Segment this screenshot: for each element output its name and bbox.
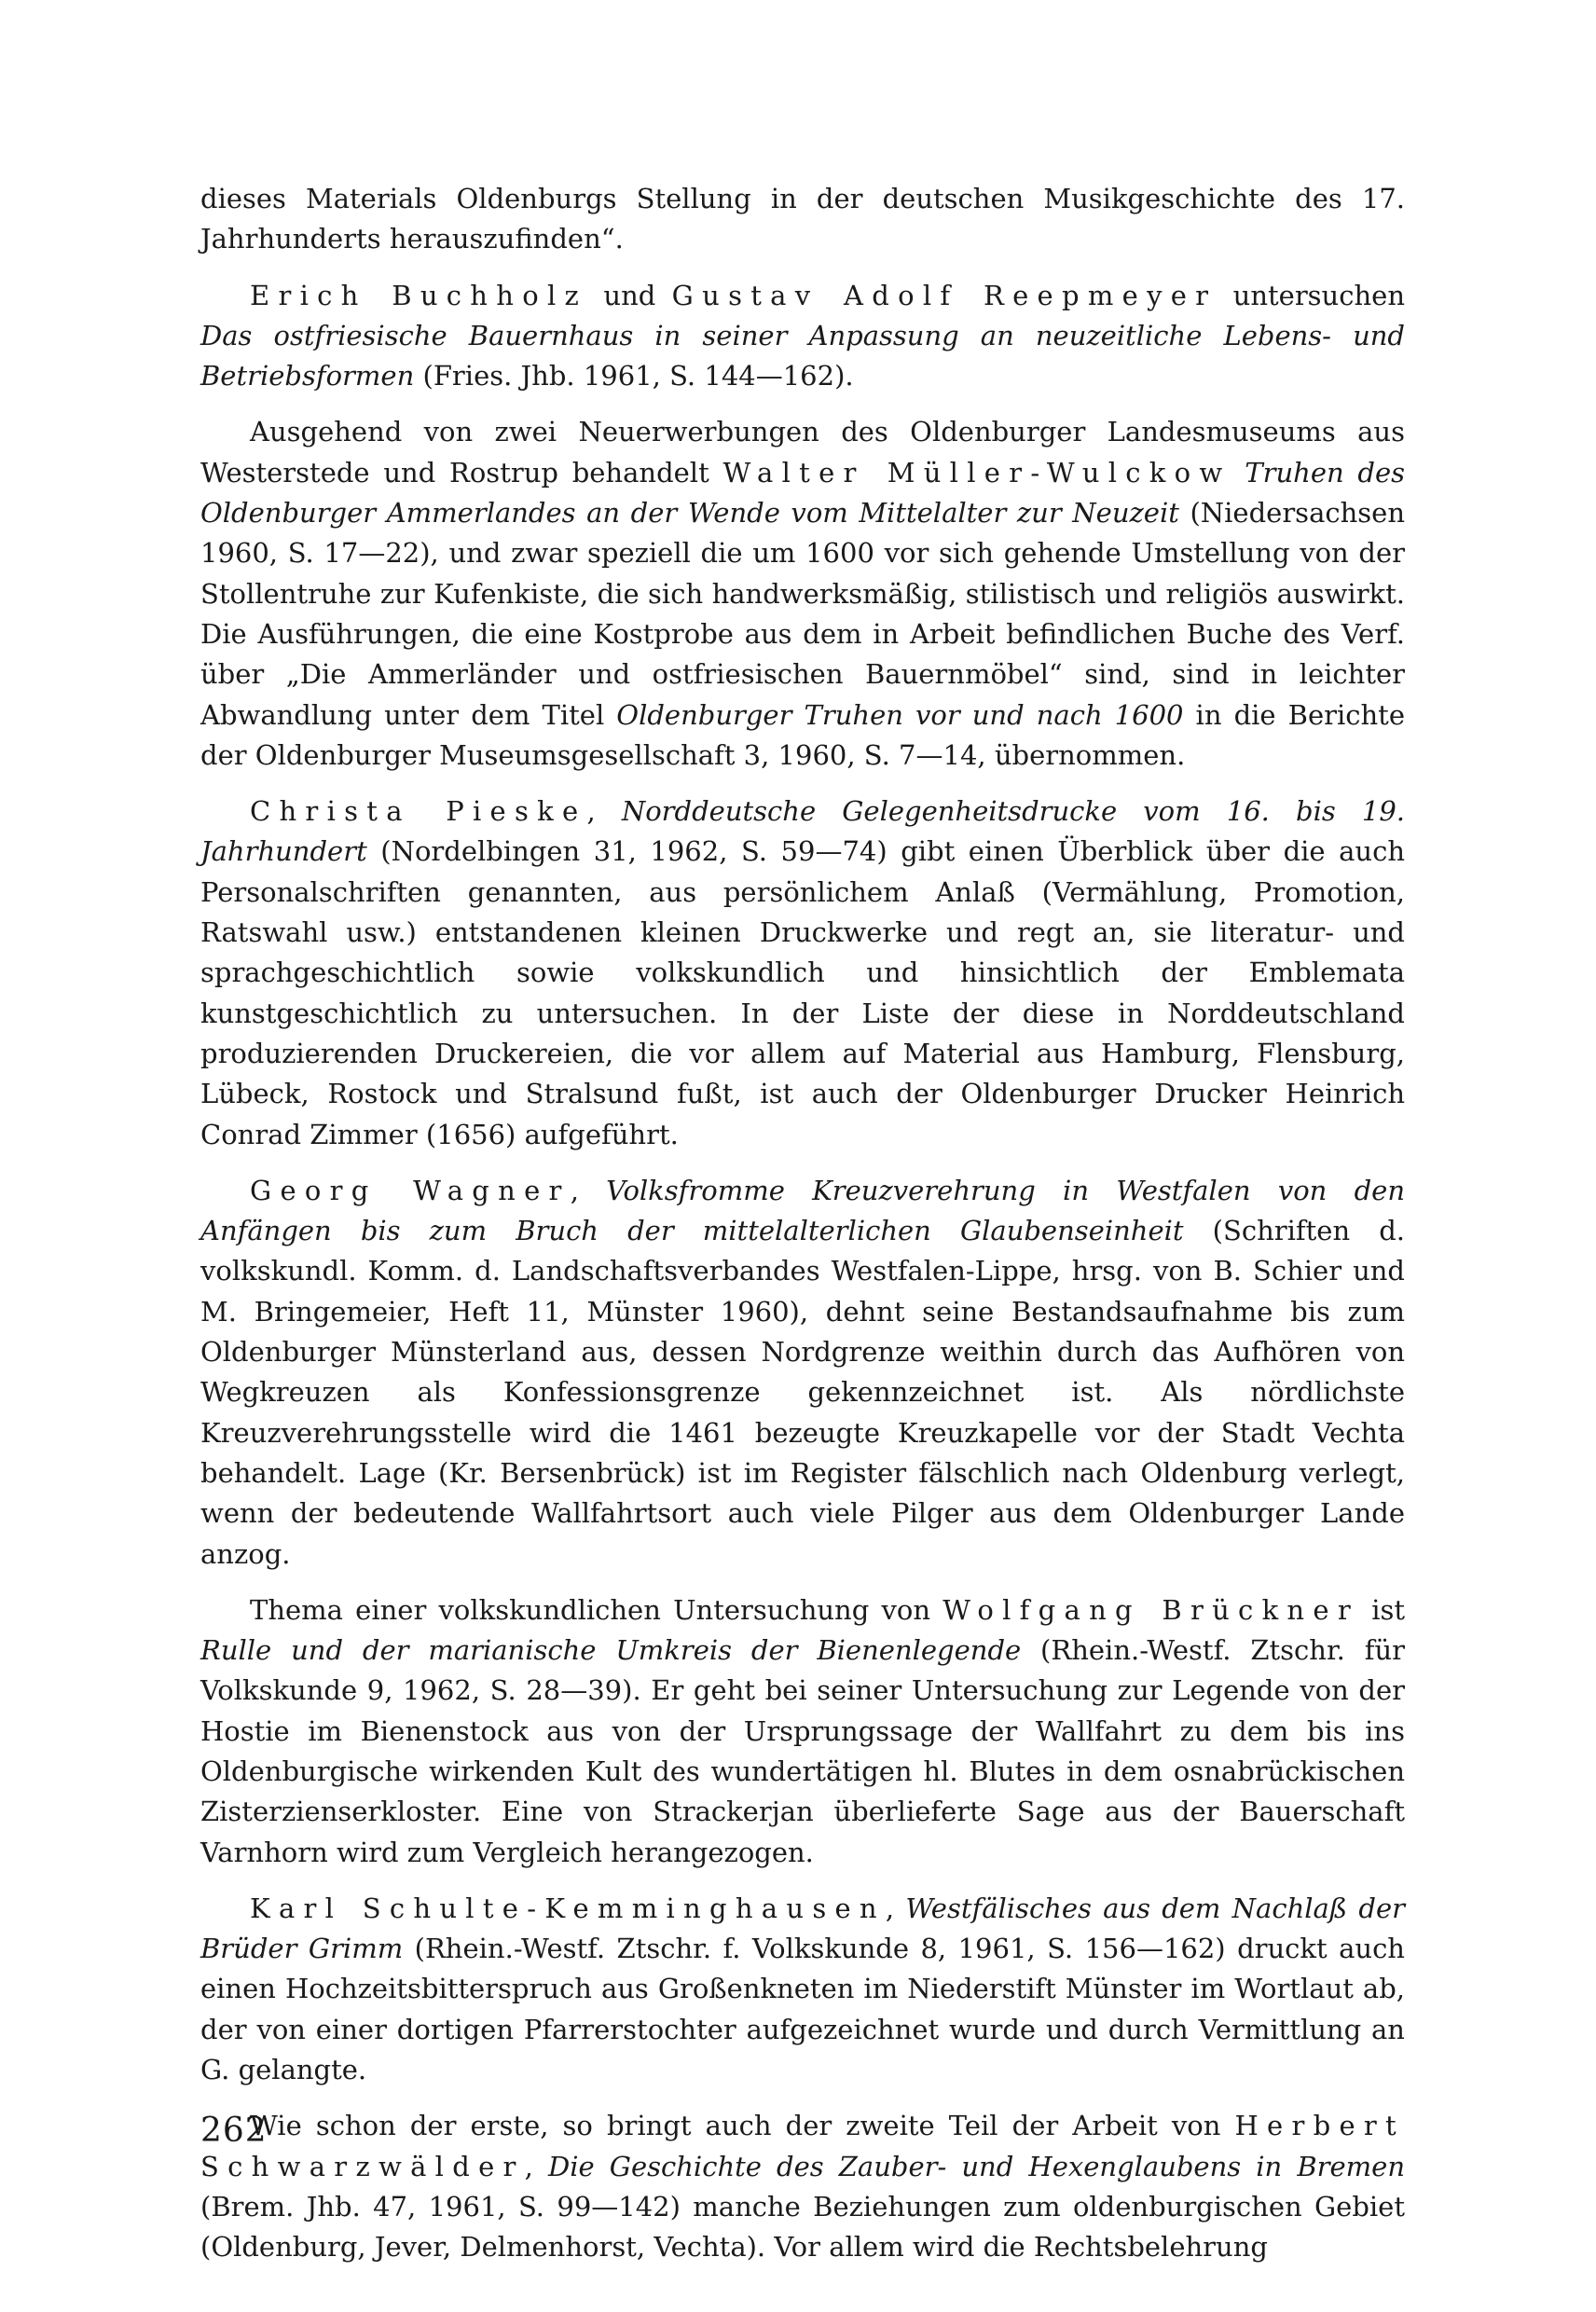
text-run: (Rhein.-Westf. Ztschr. für Volkskunde 9, 1962, S. 28—39). Er geht bei seiner Untersuchung zur Legende von der Hostie im Bienenstock aus von der Ursprungssage der Wallfahrt zu dem bis ins Oldenburgische wirkenden Kult des wundertätigen hl. Blutes in dem osnabrückischen Zisterzienserkloster. Eine von Strackerjan überlieferte Sage aus der Bauerschaft Varnhorn wird zum Vergleich herangezogen. [200,1634,1405,1868]
document-body [200,179,1405,2268]
text-run: Thema einer volkskundlichen Untersuchung von [250,1593,943,1626]
text-run: (Fries. Jhb. 1961, S. 144—162). [414,360,854,392]
author-name: Gustav Adolf Reepmeyer [671,279,1218,311]
text-run: (Schriften d. volkskundl. Komm. d. Landschaftsverbandes Westfalen-Lippe, hrsg. von B. Schier und M. Bringemeier, Heft 11, Münster 1960), dehnt seine Bestandsaufnahme bis zum Oldenburger Münsterland aus, dessen Nordgrenze weithin durch das Aufhören von Wegkreuzen als Konfessionsgrenze gekennzeichnet ist. Als nördlichste Kreuzverehrungsstelle wird die 1461 bezeugte Kreuzkapelle vor der Stadt Vechta behandelt. Lage (Kr. Bersenbrück) ist im Register fälschlich nach Oldenburg verlegt, wenn der bedeutende Wallfahrtsort auch viele Pilger aus dem Oldenburger Lande anzog. [200,1215,1406,1570]
title-italic: Die Geschichte des Zauber- und Hexenglaubens in Bremen [548,2150,1405,2182]
title-italic: Volksfromme Kreuzverehrung in Westfalen von den Anfängen bis zum Bruch der mittelalterlichen Glaubenseinheit [200,1174,1406,1247]
author-name: Wolfgang Brückner [942,1593,1359,1626]
title-italic: Rulle und der marianische Umkreis der Bienenlegende [200,1634,1022,1667]
paragraph [200,412,1405,776]
author-name: Erich Buchholz [250,279,588,311]
text-run: , [524,2150,548,2182]
paragraph [200,2106,1405,2267]
title-italic: Das ostfriesische Bauernhaus in seiner Anpassung an neuzeitliche Lebens- und Betriebsformen [200,319,1405,392]
text-run: , [570,1174,607,1206]
text-run: und [587,279,672,311]
text-run: in die Berichte der Oldenburger Museumsgesellschaft 3, 1960, S. 7—14, übernommen. [200,698,1405,771]
author-name: Karl Schulte-Kemminghausen [250,1892,886,1924]
text-run: Ausgehend von zwei Neuerwerbungen des Oldenburger Landesmuseums aus Westerstede und Rostrup behandelt [200,416,1405,489]
author-name: Christa Pieske [250,795,587,828]
text-run: (Niedersachsen 1960, S. 17—22), und zwar speziell die um 1600 vor sich gehende Umstellung von der Stollentruhe zur Kufenkiste, die sich handwerksmäßig, stilistisch und religiös auswirkt. Die Ausführungen, die eine Kostprobe aus dem in Arbeit befindlichen Buche des Verf. über „Die Ammerländer und ostfriesischen Bauernmöbel“ sind, sind in leichter Abwandlung unter dem Titel [200,497,1405,731]
text-run: , [586,795,622,828]
author-name: Walter Müller-Wulckow [722,456,1231,489]
text-run: (Nordelbingen 31, 1962, S. 59—74) gibt einen Überblick über die auch Personalschriften genannten, aus persönlichem Anlaß (Vermählung, Promotion, Ratswahl usw.) entstandenen kleinen Druckwerke und regt an, sie literatur- und sprachgeschichtlich sowie volkskundlich und hinsichtlich der Emblemata kunstgeschichtlich zu untersuchen. In der Liste der diese in Norddeutschland produzierenden Druckereien, die vor allem auf Material aus Hamburg, Flensburg, Lübeck, Rostock und Stralsund fußt, ist auch der Oldenburger Drucker Heinrich Conrad Zimmer (1656) aufgeführt. [200,835,1405,1150]
text-run: untersuchen [1217,279,1405,311]
text-run: dieses Materials Oldenburgs Stellung in der deutschen Musikgeschichte des 17. Jahrhunderts herauszufinden“. [200,183,1405,255]
text-run: (Brem. Jhb. 47, 1961, S. 99—142) manche Beziehungen zum oldenburgischen Gebiet (Oldenburg, Jever, Delmenhorst, Vechta). Vor allem wird die Rechtsbelehrung [200,2190,1405,2264]
paragraph [200,179,1405,260]
author-name: Georg Wagner [250,1174,571,1206]
title-italic: Norddeutsche Gelegenheitsdrucke vom 16. bis 19. Jahrhundert [200,795,1406,868]
title-italic: Truhen des Oldenburger Ammerlandes an der Wende vom Mittelalter zur Neuzeit [200,456,1406,530]
paragraph [200,1889,1405,2090]
page-number: 262 [200,2112,268,2150]
author-name: Herbert Schwarzwälder [200,2110,1405,2182]
text-run: , [885,1892,906,1924]
paragraph [200,1590,1405,1873]
text-run: Wie schon der erste, so bringt auch der zweite Teil der Arbeit von [250,2110,1235,2142]
title-italic: Westfälisches aus dem Nachlaß der Brüder Grimm [200,1892,1405,1965]
paragraph [200,276,1405,397]
paragraph [200,791,1405,1155]
title-italic: Oldenburger Truhen vor und nach 1600 [616,698,1184,731]
paragraph [200,1171,1405,1575]
text-run [1231,457,1245,489]
text-run: ist [1358,1593,1406,1626]
text-run: (Rhein.-Westf. Ztschr. f. Volkskunde 8, 1961, S. 156—162) druckt auch einen Hochzeitsbitterspruch aus Großenkneten im Niederstift Münster im Wortlaut ab, der von einer dortigen Pfarrerstochter aufgezeichnet wurde und durch Vermittlung an G. gelangte. [200,1933,1405,2086]
